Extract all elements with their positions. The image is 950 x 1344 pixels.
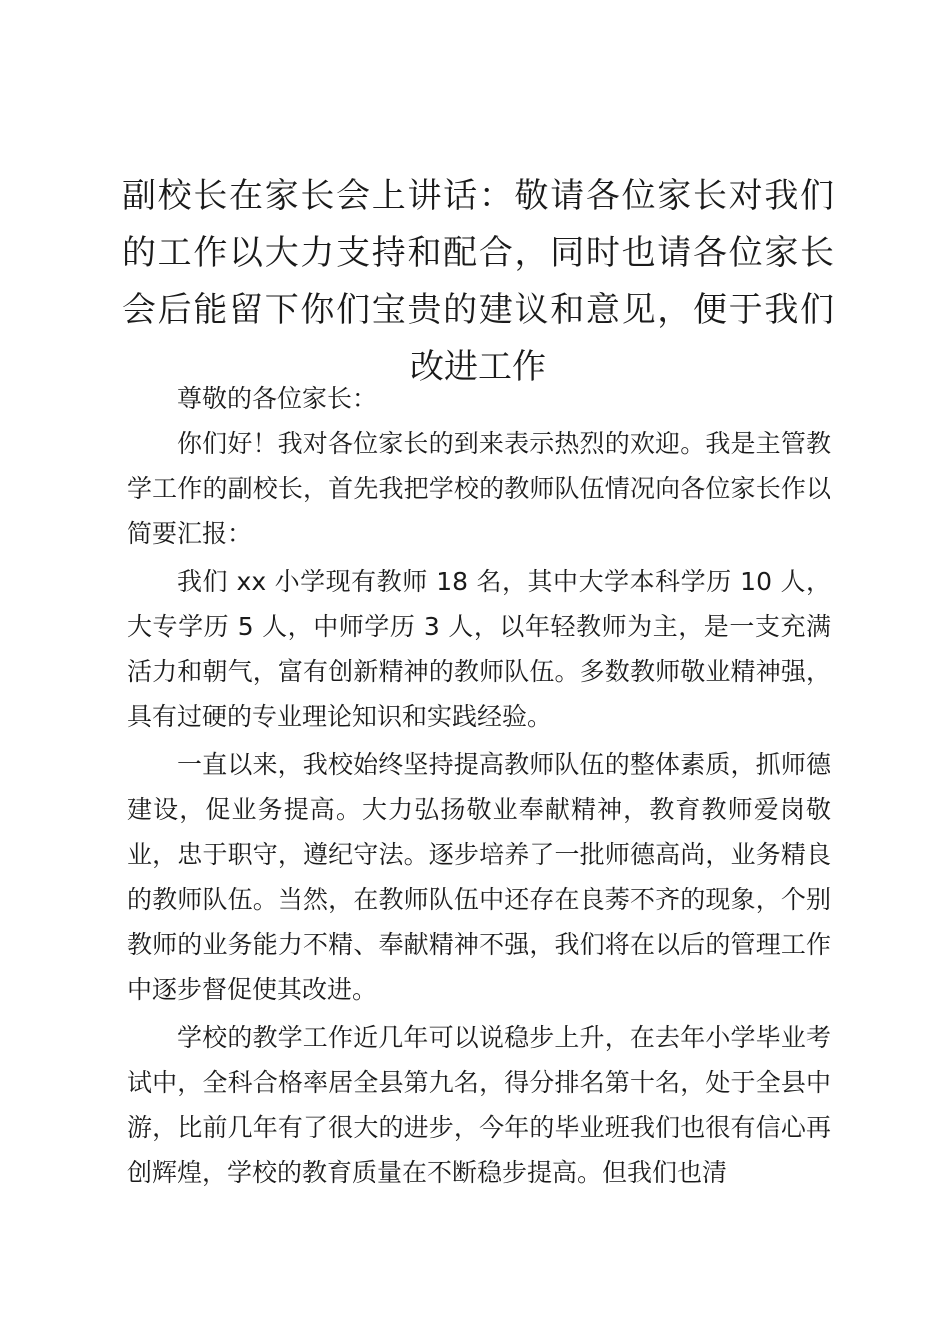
- paragraph-teacher-quality: 一直以来，我校始终坚持提高教师队伍的整体素质，抓师德建设，促业务提高。大力弘扬敬业奉献精神，教育教师爱岗敬业，忠于职守，遵纪守法。逐步培养了一批师德高尚，业务精良的教师队伍。当然，在教师队伍中还存在良莠不齐的现象，个别教师的业务能力不精、奉献精神不强，我们将在以后的管理工作中逐步督促使其改进。: [127, 750, 831, 1004]
- document-title: 副校长在家长会上讲话：敬请各位家长对我们的工作以大力支持和配合，同时也请各位家长会后能留下你们宝贵的建议和意见，便于我们改进工作: [122, 176, 834, 387]
- document-body: [127, 376, 831, 1195]
- paragraph-teacher-staff: 我们 xx 小学现有教师 18 名，其中大学本科学历 10 人，大专学历 5 人，中师学历 3 人，以年轻教师为主，是一支充满活力和朝气，富有创新精神的教师队伍。多数教师敬业精神强，具有过硬的专业理论知识和实践经验。: [127, 567, 831, 731]
- paragraph-teaching-results: 学校的教学工作近几年可以说稳步上升，在去年小学毕业考试中，全科合格率居全县第九名，得分排名第十名，处于全县中游，比前几年有了很大的进步，今年的毕业班我们也很有信心再创辉煌，学校的教育质量在不断稳步提高。但我们也清: [127, 1023, 831, 1187]
- salutation: 尊敬的各位家长：: [177, 384, 378, 413]
- paragraph-welcome: 你们好！我对各位家长的到来表示热烈的欢迎。我是主管教学工作的副校长，首先我把学校的教师队伍情况向各位家长作以简要汇报：: [127, 429, 831, 548]
